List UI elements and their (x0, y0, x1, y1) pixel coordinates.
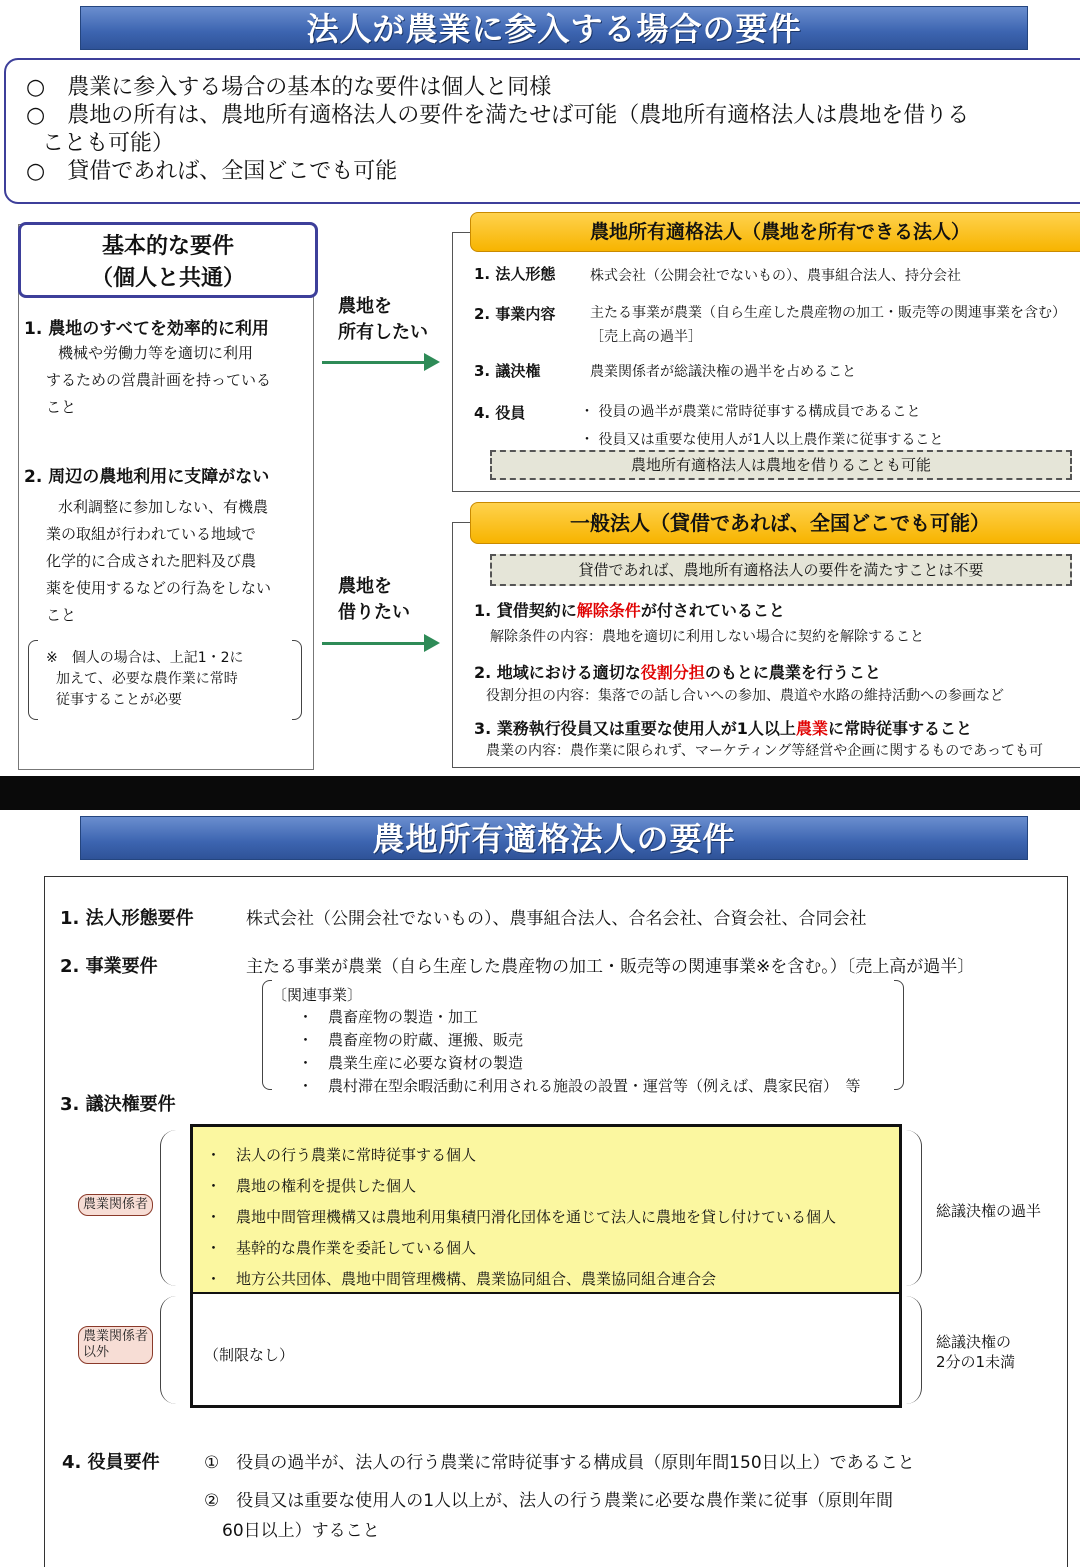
qualified-officer-label: 4. 役員 (474, 404, 526, 422)
related-brace-left (262, 980, 272, 1090)
arrow-own-label (338, 294, 428, 346)
majority-brace (906, 1130, 922, 1286)
qualified-corp-header (470, 212, 1080, 252)
related-title: 〔関連事業〕 (272, 986, 363, 1004)
qualified-rent-note-text: 農地所有適格法人は農地を借りることも可能 (630, 456, 931, 474)
arrow-own-shaft (322, 361, 426, 364)
bottom-vote-label: 3. 議決権要件 (60, 1094, 176, 1115)
arrow-rent-label (338, 574, 410, 626)
general-note-text: 貸借であれば、農地所有適格法人の要件を満たすことは不要 (578, 561, 984, 579)
less-brace (906, 1296, 922, 1404)
non-farm-box (190, 1292, 902, 1408)
list-item: ・ 農畜産物の貯蔵、運搬、販売 (298, 1031, 524, 1049)
bottom-title: 農地所有適格法人の要件 (372, 820, 736, 858)
general-cond-1-desc: 解除条件の内容：農地を適切に利用しない場合に契約を解除すること (490, 629, 924, 645)
qualified-form-label: 1. 法人形態 (474, 265, 556, 283)
less-line-2: 2分の1未満 (936, 1353, 1016, 1371)
qualified-corp-header-text: 農地所有適格法人（農地を所有できる法人） (589, 221, 970, 243)
general-cond-2-red: 役割分担 (640, 663, 705, 682)
bottom-title-banner (80, 816, 1028, 860)
list-item: ・ 農業生産に必要な資材の製造 (298, 1054, 524, 1072)
general-cond-2-b: のもとに農業を行うこと (704, 663, 881, 682)
bottom-officer-text-2: ② 役員又は重要な使用人の1人以上が、法人の行う農業に必要な農作業に従事（原則年間 (204, 1491, 894, 1511)
qualified-form-text: 株式会社（公開会社でないもの）、農事組合法人、持分会社 (590, 268, 961, 284)
qualified-business-text-2: ［売上高の過半］ (590, 329, 702, 345)
basic-req-2-heading: 2. 周辺の農地利用に支障がない (24, 467, 270, 487)
summary-line-1: ○ 農業に参入する場合の基本的な要件は個人と同様 (26, 75, 552, 100)
basic-req-1-text-3: こと (46, 398, 77, 416)
basic-req-2-text-5: こと (46, 606, 77, 624)
related-list (298, 1006, 861, 1098)
bottom-business-text: 主たる事業が農業（自ら生産した農産物の加工・販売等の関連事業※を含む。）〔売上高が過半〕 (246, 957, 975, 977)
list-item: ・ 農村滞在型余暇活動に利用される施設の設置・運営等（例えば、農家民宿） 等 (298, 1077, 861, 1095)
general-cond-3-a: 3. 業務執行役員又は重要な使用人が1人以上 (474, 719, 796, 738)
bottom-form-text: 株式会社（公開会社でないもの）、農事組合法人、合名会社、合資会社、合同会社 (246, 909, 867, 929)
general-cond-2 (474, 660, 881, 683)
qualified-vote-label: 3. 議決権 (474, 362, 541, 380)
section-divider (0, 776, 1080, 810)
list-item: ・ 基幹的な農作業を委託している個人 (206, 1239, 477, 1257)
qualified-rent-note (490, 450, 1072, 480)
general-cond-3-b: に常時従事すること (827, 719, 972, 738)
general-cond-1-a: 1. 貸借契約に (474, 601, 577, 620)
summary-box (4, 58, 1080, 204)
arrow-own-icon (424, 353, 440, 371)
general-cond-3-desc: 農業の内容：農作業に限られず、マーケティング等経営や企画に関するものであっても可 (486, 743, 1044, 759)
bottom-officer-text-3: 60日以上）すること (222, 1521, 380, 1541)
less-than-half-text (936, 1332, 1015, 1372)
list-item: ・ 農地中間管理機構又は農地利用集積円滑化団体を通じて法人に農地を貸し付けている個人 (206, 1208, 837, 1226)
bottom-officer-label: 4. 役員要件 (62, 1452, 160, 1473)
bottom-business-label: 2. 事業要件 (60, 956, 158, 977)
farm-related-list (206, 1140, 836, 1295)
list-item: ・ 法人の行う農業に常時従事する個人 (206, 1146, 477, 1164)
non-farm-pill-line-2: 以外 (83, 1345, 110, 1360)
less-line-1: 総議決権の (936, 1333, 1012, 1351)
non-farm-pill (78, 1326, 153, 1364)
bottom-form-label: 1. 法人形態要件 (60, 908, 194, 929)
general-cond-1-b: が付されていること (640, 601, 785, 620)
summary-line-3: ○ 貸借であれば、全国どこでも可能 (26, 159, 398, 184)
general-cond-3-red: 農業 (795, 719, 828, 738)
basic-req-2-text-3: 化学的に合成された肥料及び農 (46, 552, 257, 570)
farm-brace (160, 1130, 176, 1286)
qualified-vote-text: 農業関係者が総議決権の過半を占めること (590, 364, 856, 380)
qualified-business-label: 2. 事業内容 (474, 305, 556, 323)
basic-req-2-text-1: 水利調整に参加しない、有機農 (58, 498, 269, 516)
summary-line-2: ○ 農地の所有は、農地所有適格法人の要件を満たせば可能（農地所有適格法人は農地を借りる (26, 103, 970, 128)
general-cond-2-a: 2. 地域における適切な (474, 663, 641, 682)
summary-line-2-cont: ことも可能） (42, 131, 175, 156)
basic-title-1: 基本的な要件 (101, 234, 234, 259)
qualified-officer-text-1: ・ 役員の過半が農業に常時従事する構成員であること (580, 404, 921, 420)
arrow-own-label-2: 所有したい (338, 322, 428, 343)
general-cond-1-red: 解除条件 (576, 601, 641, 620)
list-item: ・ 農地の権利を提供した個人 (206, 1177, 417, 1195)
qualified-business-text: 主たる事業が農業（自ら生産した農産物の加工・販売等の関連事業を含む） (590, 305, 1066, 321)
arrow-rent-shaft (322, 642, 426, 645)
basic-requirements-title-box (18, 222, 318, 298)
arrow-own-label-1: 農地を (338, 296, 392, 317)
related-brace-right (894, 980, 904, 1090)
note-line-2: 加えて、必要な農作業に常時 (56, 671, 238, 687)
general-corp-header-text: 一般法人（貸借であれば、全国どこでも可能） (570, 511, 990, 535)
general-corp-header (470, 502, 1080, 544)
bottom-officer-text-1: ① 役員の過半が、法人の行う農業に常時従事する構成員（原則年間150日以上）であること (204, 1453, 915, 1473)
majority-text: 総議決権の過半 (936, 1202, 1042, 1220)
non-farm-pill-line-1: 農業関係者 (83, 1329, 149, 1344)
note-brace-right (292, 640, 302, 720)
list-item: ・ 地方公共団体、農地中間管理機構、農業協同組合、農業協同組合連合会 (206, 1270, 717, 1288)
general-cond-2-desc: 役割分担の内容：集落での話し合いへの参加、農道や水路の維持活動への参画など (486, 688, 1004, 704)
note-line-1: ※ 個人の場合は、上記1・2に (46, 650, 244, 666)
general-cond-3 (474, 716, 972, 739)
arrow-rent-icon (424, 634, 440, 652)
note-brace-left (28, 640, 38, 720)
top-title-banner (80, 6, 1028, 50)
basic-title-2: （個人と共通） (90, 266, 245, 291)
basic-req-1-text-2: するための営農計画を持っている (46, 371, 272, 389)
arrow-rent-label-2: 借りたい (338, 602, 410, 623)
farm-related-pill-text: 農業関係者 (83, 1197, 149, 1212)
no-limit-text: （制限なし） (204, 1346, 295, 1364)
top-title: 法人が農業に参入する場合の要件 (306, 10, 802, 48)
basic-req-1-heading: 1. 農地のすべてを効率的に利用 (24, 319, 269, 339)
list-item: ・ 農畜産物の製造・加工 (298, 1008, 479, 1026)
general-note (490, 554, 1072, 586)
farm-related-pill (78, 1194, 153, 1216)
arrow-rent-label-1: 農地を (338, 576, 392, 597)
basic-req-1-text-1: 機械や労働力等を適切に利用 (58, 344, 254, 362)
general-cond-1 (474, 598, 785, 621)
basic-req-2-text-4: 薬を使用するなどの行為をしない (46, 579, 272, 597)
individual-note (46, 648, 244, 711)
basic-req-2-text-2: 業の取組が行われている地域で (46, 525, 257, 543)
non-farm-brace (160, 1296, 176, 1404)
note-line-3: 従事することが必要 (56, 692, 182, 708)
qualified-officer-text-2: ・ 役員又は重要な使用人が1人以上農作業に従事すること (580, 432, 944, 448)
